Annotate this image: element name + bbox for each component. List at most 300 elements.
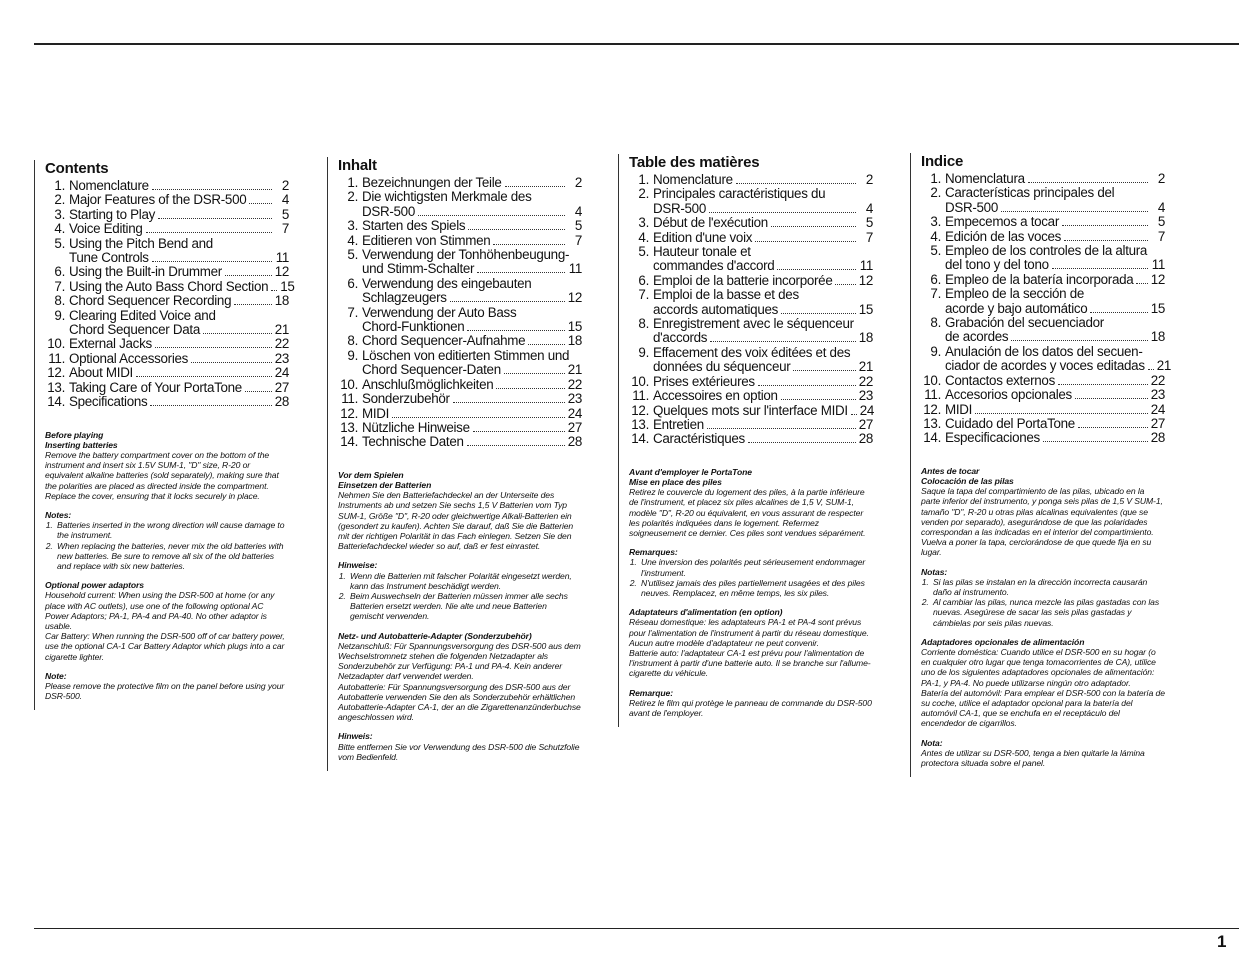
toc-entry-body <box>945 343 1172 374</box>
toc-leader <box>1078 426 1148 428</box>
toc-text: Empleo de la batería incorporada <box>945 271 1134 287</box>
toc-entry <box>45 395 289 409</box>
toc-page: 12 <box>567 290 582 306</box>
toc-leader <box>225 274 272 276</box>
toc-entry <box>45 366 289 380</box>
toc-leader <box>1075 397 1148 399</box>
toc-entry-body <box>362 349 582 378</box>
toc-entry <box>45 222 289 236</box>
toc-number: 11. <box>924 387 941 403</box>
toc-page: 21 <box>567 362 582 378</box>
note-text: Corriente doméstica: Cuando utilice el DSR-500 en su hogar (o en cualquier otro lugar que tenga tomacorrientes de CA), utilice uno de los siguientes adaptadores opcionales de alimentación: PA-1, y PA-4. No puede utilizarse ningún otro adaptador. Batería del automóvil: Para emplear el DSR-500 con la batería de su coche, utilice el adaptador opcional para la batería del automóvil CA-1, que se enchufa en el receptáculo del encendedor de cigarrillos. <box>921 646 1165 729</box>
toc-entry-body <box>653 245 873 274</box>
toc-entry <box>45 278 295 294</box>
toc-leader <box>781 312 856 314</box>
toc-number: 9. <box>347 347 358 363</box>
note-text: Saque la tapa del compartimiento de las pilas, ubicado en la parte inferior del instrumento, y ponga seis pilas de 1,5 V SUM-1, tamaño "D", R-20 u otras pilas alcalinas equivalentes (que se venden por separado), asegurándose de que las polaridades correspondan a las indicadas en el interior del compartimiento. Vuelva a poner la tapa, cerciorándose de que quede fija en su lugar. <box>921 486 1163 558</box>
note-heading: Antes de tocar Colocación de las pilas <box>921 465 1014 486</box>
toc-page: 21 <box>858 359 873 375</box>
note-block <box>629 547 873 598</box>
toc-entry <box>629 288 873 317</box>
bottom-rule <box>34 928 1239 929</box>
toc-line <box>945 172 1165 186</box>
toc-entry-body <box>69 337 289 351</box>
toc-entry-body <box>362 407 582 421</box>
toc-entry-body <box>945 431 1165 445</box>
toc-line <box>69 251 289 265</box>
toc-entry <box>338 349 582 378</box>
toc-leader <box>755 240 856 242</box>
note-block <box>45 510 289 571</box>
toc-page: 21 <box>274 322 289 338</box>
toc-line <box>69 309 289 323</box>
toc-line <box>945 403 1165 417</box>
toc-text: Die wichtigsten Merkmale des <box>362 189 532 205</box>
toc-text: Chord-Funktionen <box>362 319 465 335</box>
toc-page: 21 <box>1156 358 1172 374</box>
toc-entry <box>338 334 582 348</box>
toc-number: 6. <box>54 264 65 280</box>
toc-number: 11. <box>48 350 65 366</box>
toc-text: acorde y bajo automático <box>945 300 1088 316</box>
toc-leader <box>158 217 272 219</box>
notes-section <box>921 466 1165 768</box>
column-title: Table des matières <box>629 154 760 171</box>
toc-number: 14. <box>631 431 649 447</box>
toc-number: 12. <box>47 365 65 381</box>
column-spanish <box>910 153 1172 777</box>
note-heading: Notas: <box>921 566 948 577</box>
toc-number: 12. <box>923 401 941 417</box>
toc-page: 15 <box>858 301 873 317</box>
toc-text: Entretien <box>653 416 704 432</box>
toc-text: Anschlußmöglichkeiten <box>362 376 494 392</box>
toc-entry-body <box>69 179 289 193</box>
toc-number: 2. <box>930 185 941 201</box>
toc-leader <box>136 375 272 377</box>
toc-entry-body <box>69 395 289 409</box>
toc-page: 15 <box>280 278 295 294</box>
toc-number: 7. <box>638 287 649 303</box>
toc-line <box>69 237 289 251</box>
toc-entry <box>629 375 873 389</box>
notes-section <box>338 470 582 762</box>
toc-entry <box>45 179 289 193</box>
note-heading: Hinweis: <box>338 731 373 742</box>
column-title: Contents <box>45 160 109 177</box>
toc-leader <box>835 283 855 285</box>
toc-number: 12. <box>340 405 358 421</box>
toc-line <box>69 366 289 380</box>
toc-number: 9. <box>54 307 65 323</box>
toc-entry-body <box>362 190 582 219</box>
toc-entry <box>338 176 582 190</box>
toc-number: 3. <box>347 218 358 234</box>
toc-line <box>362 320 582 334</box>
toc-number: 14. <box>47 394 65 410</box>
toc-line <box>69 179 289 193</box>
toc-page: 24 <box>567 405 582 421</box>
note-list <box>921 577 1165 628</box>
toc-number: 1. <box>638 172 649 187</box>
toc-line <box>69 222 289 236</box>
toc-leader <box>496 387 564 389</box>
toc-line <box>653 404 873 418</box>
note-text: Antes de utilizar su DSR-500, tenga a bien quitarle la lámina protectora situada sobre el panel. <box>921 747 1145 768</box>
toc-page: 7 <box>574 232 582 248</box>
toc-page: 12 <box>274 264 289 280</box>
toc-page: 11 <box>275 250 289 266</box>
note-text: Remove the battery compartment cover on the bottom of the instrument and insert six 1.5V SUM-1, "D" size, R-20 or equivalent alkaline batteries (sold separately), making sure that the polarities are placed as directed inside the compartment. Replace the cover, ensuring that it locks securely in place. <box>45 449 279 501</box>
toc-entry <box>921 273 1165 287</box>
toc-page: 7 <box>281 221 289 237</box>
toc-entry <box>45 294 289 308</box>
note-text: Réseau domestique: les adaptateurs PA-1 et PA-4 sont prévus pour l'alimentation de l'instrument à partir du réseau domestique. Aucun autre modèle d'adaptateur ne peut convenir. Batterie auto: l'adaptateur CA-1 est prévu pour l'alimentation de l'instrument à partir d'une batterie auto. Il se branche sur l'allume-cigarette du véhicule. <box>629 617 871 679</box>
note-heading: Adaptateurs d'alimentation (en option) <box>629 607 783 618</box>
toc-entry-body <box>945 417 1165 431</box>
toc-entry <box>338 190 582 219</box>
toc-text: Löschen von editierten Stimmen und <box>362 347 570 363</box>
toc-page: 4 <box>574 203 582 219</box>
note-text: Retirez le couvercle du logement des piles, à la partie inférieure de l'instrument, et placez six piles alcalines de 1,5 V, SUM-1, modèle "D", R-20 ou équivalent, en vous assurant de respecter les polarités indiquées dans le logement. Refermez soigneusement ce dernier. Ces piles sont vendues séparément. <box>629 487 866 538</box>
toc-text: Accessoires en option <box>653 388 778 404</box>
toc-entry-body <box>945 316 1165 345</box>
toc-line <box>362 190 582 204</box>
toc-text: Nützliche Hinweise <box>362 419 470 435</box>
toc-entry-body <box>653 288 873 317</box>
toc-number: 7. <box>347 304 358 320</box>
toc-leader <box>851 413 857 415</box>
note-list <box>338 571 582 622</box>
toc-leader <box>707 427 856 429</box>
toc-leader <box>781 398 856 400</box>
toc-line <box>653 389 873 403</box>
toc-leader <box>1064 239 1148 241</box>
column-english <box>34 160 295 710</box>
toc-entry <box>338 392 582 406</box>
toc-line <box>653 331 873 345</box>
toc-text: Especificaciones <box>945 430 1040 446</box>
note-heading: Remarques: <box>629 547 678 558</box>
toc-page: 27 <box>858 416 873 432</box>
toc-entry <box>921 343 1172 374</box>
toc-entry <box>921 287 1165 316</box>
toc-line <box>653 259 873 273</box>
toc-leader <box>710 340 856 342</box>
toc-page: 2 <box>281 178 289 193</box>
toc-line <box>69 193 289 207</box>
toc-entry <box>45 352 289 366</box>
toc-leader <box>1058 383 1148 385</box>
toc-entry-body <box>69 278 295 294</box>
toc-leader <box>234 303 271 305</box>
toc-text: Anulación de los datos del secuen- <box>945 343 1143 359</box>
toc-line <box>945 374 1165 388</box>
note-text: Please remove the protective film on the panel before using your DSR-500. <box>45 680 285 702</box>
toc-number: 8. <box>930 315 941 331</box>
toc-entry <box>921 403 1165 417</box>
note-block <box>338 470 582 552</box>
toc-line <box>653 360 873 374</box>
toc-entry <box>629 231 873 245</box>
toc-line <box>362 219 582 233</box>
toc-entry-body <box>362 392 582 406</box>
toc-page: 11 <box>859 258 873 274</box>
toc-text: Verwendung des eingebauten <box>362 275 532 291</box>
toc-text: DSR-500 <box>653 200 706 216</box>
toc-entry <box>629 187 873 216</box>
toc-entry <box>629 389 873 403</box>
note-heading: Before playing Inserting batteries <box>45 429 118 450</box>
toc-number: 5. <box>54 235 65 251</box>
toc-line <box>653 216 873 230</box>
toc-entry-body <box>362 234 582 248</box>
toc-number: 13. <box>340 419 358 435</box>
toc-number: 10. <box>340 376 358 392</box>
toc-entry-body <box>945 388 1165 402</box>
toc-text: Début de l'exécution <box>653 215 768 231</box>
toc-text: Empleo de la sección de <box>945 286 1084 302</box>
toc-text: Schlagzeugers <box>362 290 447 306</box>
note-heading: Netz- und Autobatterie-Adapter (Sonderzubehör) <box>338 630 532 641</box>
note-text: Household current: When using the DSR-500 at home (or any place with AC outlets), use one of the following optional AC Power Adaptors; PA-1, PA-4 and PA-40. No other adaptor is usable. Car Battery: When running the DSR-500 off of car battery power, use the optional CA-1 Car Battery Adaptor which plugs into a car cigarette lighter. <box>45 590 285 662</box>
toc-number: 6. <box>638 272 649 288</box>
toc-leader <box>736 182 856 184</box>
toc-entry <box>921 417 1165 431</box>
toc-leader <box>418 214 565 216</box>
note-heading: Optional power adaptors <box>45 580 144 591</box>
toc-entry <box>45 309 289 338</box>
toc-line <box>69 278 295 294</box>
toc-entry-body <box>945 215 1165 229</box>
toc-entry <box>45 208 289 222</box>
toc-text: del tono y del tono <box>945 257 1049 273</box>
column-title: Indice <box>921 153 964 170</box>
toc-leader <box>504 372 565 374</box>
toc-number: 11. <box>632 388 649 404</box>
note-block <box>338 731 582 762</box>
toc-entry-body <box>945 230 1165 244</box>
toc-leader <box>467 329 564 331</box>
toc-number: 4. <box>54 221 65 237</box>
toc-leader <box>493 243 565 245</box>
toc-entry-body <box>362 334 582 348</box>
toc-entry <box>921 431 1165 445</box>
toc-entry <box>629 245 873 274</box>
toc-page: 18 <box>1150 329 1165 345</box>
toc-line <box>362 435 582 449</box>
toc-text: DSR-500 <box>362 203 415 219</box>
toc-text: Principales caractéristiques du <box>653 186 826 202</box>
toc-entry-body <box>362 306 582 335</box>
toc-number: 6. <box>930 271 941 287</box>
toc-text: Technische Daten <box>362 434 464 450</box>
toc-entry <box>629 418 873 432</box>
toc-number: 10. <box>923 372 941 388</box>
toc-number: 5. <box>638 244 649 260</box>
note-block <box>338 631 582 723</box>
toc-entry <box>629 173 873 187</box>
toc-leader <box>392 416 565 418</box>
note-heading: Nota: <box>921 737 943 748</box>
toc-text: Sonderzubehör <box>362 391 450 407</box>
toc-entry-body <box>69 193 289 207</box>
column-french <box>618 154 873 727</box>
toc-entry <box>629 317 873 346</box>
toc-line <box>945 287 1165 301</box>
toc-number: 11. <box>341 391 358 407</box>
toc-text: Chord Sequencer Recording <box>69 293 232 309</box>
toc-entry-body <box>362 421 582 435</box>
toc-page: 15 <box>1150 300 1165 316</box>
toc-list <box>45 178 295 410</box>
toc-entry-body <box>945 244 1165 273</box>
toc-text: About MIDI <box>69 365 133 381</box>
toc-entry <box>45 381 289 395</box>
toc-line <box>362 277 582 291</box>
toc-leader <box>709 211 856 213</box>
toc-page: 28 <box>1150 430 1165 446</box>
toc-entry <box>921 316 1165 345</box>
toc-text: Using the Pitch Bend and <box>69 235 213 251</box>
toc-leader <box>152 260 272 262</box>
toc-text: accords automatiques <box>653 301 779 317</box>
toc-leader <box>477 271 565 273</box>
toc-number: 4. <box>347 232 358 248</box>
toc-number: 9. <box>638 344 649 360</box>
toc-text: Características principales del <box>945 185 1115 201</box>
toc-entry <box>921 172 1165 186</box>
top-rule <box>34 43 1239 45</box>
note-text: Retirez le film qui protège le panneau de commande du DSR-500 avant de l'employer. <box>629 697 872 718</box>
toc-page: 22 <box>567 376 582 392</box>
toc-text: Using the Built-in Drummer <box>69 264 222 280</box>
toc-line <box>69 337 289 351</box>
toc-leader <box>777 268 856 270</box>
toc-number: 5. <box>930 243 941 259</box>
toc-line <box>653 288 873 302</box>
toc-page: 24 <box>859 402 875 418</box>
toc-line <box>69 323 289 337</box>
toc-line <box>945 358 1172 374</box>
toc-line <box>653 187 873 201</box>
toc-entry <box>338 378 582 392</box>
toc-line <box>945 345 1165 359</box>
toc-entry <box>921 244 1165 273</box>
toc-leader <box>249 202 272 204</box>
toc-leader <box>528 343 564 345</box>
toc-page: 7 <box>1157 228 1165 244</box>
note-block <box>338 560 582 621</box>
toc-leader <box>1043 440 1148 442</box>
toc-entry-body <box>653 432 873 446</box>
toc-leader <box>505 185 565 187</box>
toc-number: 3. <box>930 214 941 230</box>
toc-leader <box>450 300 565 302</box>
toc-text: Accesorios opcionales <box>945 387 1072 403</box>
toc-leader <box>468 228 565 230</box>
toc-page: 2 <box>1157 171 1165 186</box>
toc-entry-body <box>362 378 582 392</box>
toc-leader <box>150 404 271 406</box>
toc-text: Using the Auto Bass Chord Section <box>69 278 269 294</box>
toc-number: 1. <box>54 178 65 193</box>
toc-line <box>653 303 873 317</box>
toc-page: 23 <box>567 391 582 407</box>
toc-page: 15 <box>567 319 582 335</box>
toc-entry <box>921 215 1165 229</box>
toc-text: Edition d'une voix <box>653 229 753 245</box>
toc-line <box>653 317 873 331</box>
toc-entry-body <box>653 346 873 375</box>
toc-line <box>362 407 582 421</box>
toc-number: 14. <box>923 430 941 446</box>
toc-page: 12 <box>1150 271 1165 287</box>
toc-leader <box>793 369 855 371</box>
toc-text: Emploi de la batterie incorporée <box>653 272 833 288</box>
toc-text: Grabación del secuenciador <box>945 315 1104 331</box>
toc-entry <box>921 186 1165 215</box>
toc-page: 11 <box>568 261 582 277</box>
toc-text: Empecemos a tocar <box>945 214 1059 230</box>
page-number: 1 <box>1217 932 1227 951</box>
toc-line <box>945 302 1165 316</box>
toc-page: 18 <box>858 330 873 346</box>
toc-page: 22 <box>274 336 289 352</box>
toc-text: DSR-500 <box>945 199 998 215</box>
toc-entry <box>45 193 289 207</box>
toc-text: Bezeichnungen der Teile <box>362 175 502 190</box>
toc-page: 22 <box>858 373 873 389</box>
toc-page: 18 <box>567 333 582 349</box>
toc-text: Taking Care of Your PortaTone <box>69 379 242 395</box>
toc-line <box>945 215 1165 229</box>
note-item: 2. Beim Auswechseln der Batterien müssen immer alle sechs Batterien ersetzt werden. Nie alte und neue Batterien gemischt verwenden. <box>348 591 582 622</box>
toc-text: Starten des Spiels <box>362 218 466 234</box>
toc-text: Hauteur tonale et <box>653 244 751 260</box>
toc-text: Empleo de los controles de la altura <box>945 243 1148 259</box>
toc-line <box>362 334 582 348</box>
toc-line <box>362 176 582 190</box>
toc-list <box>921 171 1172 446</box>
toc-number: 2. <box>54 192 65 208</box>
toc-entry-body <box>653 187 873 216</box>
toc-leader <box>1062 224 1148 226</box>
toc-text: Chord Sequencer-Daten <box>362 362 501 378</box>
note-text: Bitte entfernen Sie vor Verwendung des DSR-500 die Schutzfolie vom Bedienfeld. <box>338 741 580 762</box>
toc-line <box>69 208 289 222</box>
toc-text: Emploi de la basse et des <box>653 287 799 303</box>
toc-entry-body <box>945 374 1165 388</box>
note-item: 1. Une inversion des polarités peut sérieusement endommager l'instrument. <box>639 557 873 577</box>
toc-entry <box>338 421 582 435</box>
note-block <box>921 567 1165 628</box>
toc-entry <box>921 374 1165 388</box>
toc-entry <box>338 248 582 277</box>
toc-entry <box>45 337 289 351</box>
toc-text: Starting to Play <box>69 206 156 222</box>
toc-entry <box>629 346 873 375</box>
toc-number: 3. <box>54 206 65 222</box>
toc-entry <box>338 234 582 248</box>
toc-line <box>945 258 1165 272</box>
toc-text: Enregistrement avec le séquenceur <box>653 316 854 332</box>
toc-text: External Jacks <box>69 336 152 352</box>
toc-entry-body <box>653 389 873 403</box>
toc-text: Clearing Edited Voice and <box>69 307 216 323</box>
toc-entry <box>629 216 873 230</box>
toc-leader <box>245 390 272 392</box>
